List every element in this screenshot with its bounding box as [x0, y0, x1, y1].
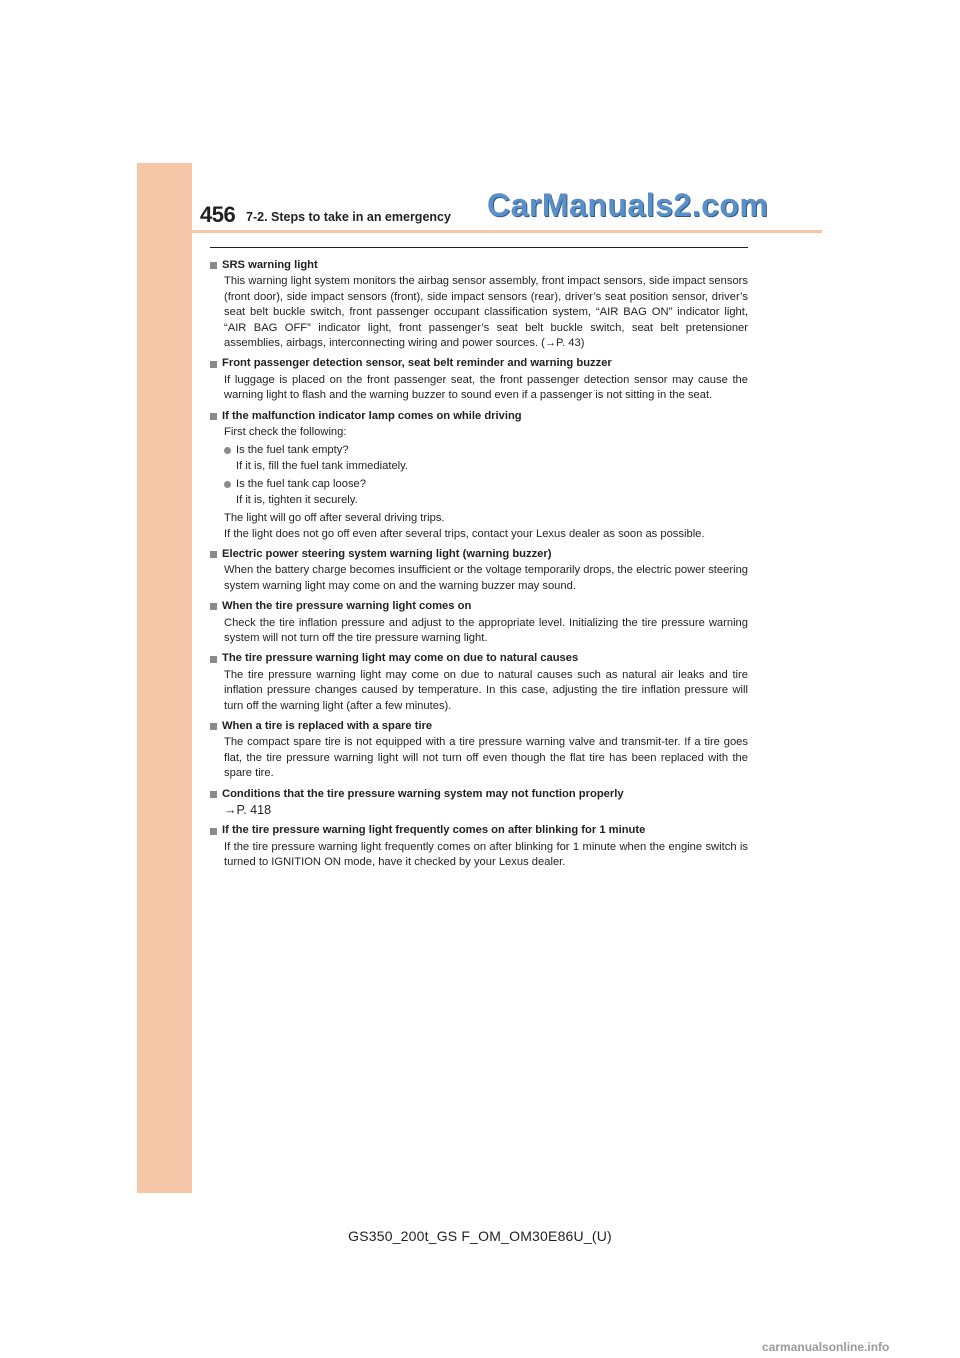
- entry-heading: SRS warning light: [222, 259, 318, 271]
- list-item: [210, 477, 748, 508]
- entry-paragraph: Check the tire inflation pressure and adjust to the appropriate level. Initializing the tire pressure warning system will not turn off the tire pressure warning light.: [224, 616, 748, 644]
- bullet-line: If it is, tighten it securely.: [236, 493, 358, 506]
- round-bullet-icon: [224, 447, 231, 454]
- watermark-top[interactable]: CarManuals2.com: [487, 187, 769, 223]
- side-tab-band: [137, 163, 192, 1193]
- entry-heading: If the tire pressure warning light frequently comes on after blinking for 1 minute: [222, 824, 646, 837]
- entry-paragraph: If the tire pressure warning light frequently comes on after blinking for 1 minute when the engine switch is turned to IGNITION ON mode, have it checked by your Lexus dealer.: [224, 840, 748, 869]
- entry-heading: When the tire pressure warning light comes on: [222, 600, 472, 613]
- entry-tire-pressure-blinking: [210, 823, 748, 870]
- footer-document-code: GS350_200t_GS F_OM_OM30E86U_(U): [348, 1228, 612, 1244]
- entry-heading: If the malfunction indicator lamp comes on while driving: [222, 409, 522, 422]
- list-item: [210, 443, 748, 474]
- round-bullet-icon: [224, 481, 231, 488]
- entry-tire-pressure-comes-on: [210, 599, 748, 646]
- page-reference-link[interactable]: →P. 418: [224, 803, 272, 817]
- square-bullet-icon: [210, 603, 217, 610]
- entry-heading: Front passenger detection sensor, seat belt reminder and warning buzzer: [222, 357, 612, 370]
- entry-paragraph: This warning light system monitors the airbag sensor assembly, front impact sensors, side impact sensors (front door), side impact sensors (front), side impact sensors (rear), driver’s seat position sensor, driver’s seat belt buckle switch, front passenger occupant classification system, “AIR BAG ON” indicator light, “AIR BAG OFF” indicator light, front passenger’s seat belt buckle switch, seat belt pretensioner assemblies, airbags, interconnecting wiring and power sources. (→P. 43): [224, 275, 748, 350]
- entry-paragraph: If luggage is placed on the front passenger seat, the front passenger detection sensor may cause the warning light to flash and the warning buzzer to sound even if a passenger is not sitting in the seat.: [224, 373, 748, 402]
- entry-tpws-conditions: [210, 787, 748, 819]
- watermark-bottom[interactable]: carmanualsonline.info: [762, 1340, 890, 1354]
- entry-spare-tire: [210, 719, 748, 782]
- square-bullet-icon: [210, 656, 217, 663]
- square-bullet-icon: [210, 791, 217, 798]
- entry-tire-pressure-natural-causes: [210, 651, 748, 714]
- entry-heading: The tire pressure warning light may come on due to natural causes: [222, 652, 579, 665]
- bullet-line: If it is, fill the fuel tank immediately.: [236, 459, 409, 472]
- page-content: [210, 258, 748, 876]
- square-bullet-icon: [210, 361, 217, 368]
- entry-power-steering: [210, 547, 748, 594]
- entry-malfunction-indicator: [210, 409, 748, 542]
- section-title: 7-2. Steps to take in an emergency: [246, 210, 451, 224]
- square-bullet-icon: [210, 828, 217, 835]
- bullet-line: Is the fuel tank empty?: [236, 444, 349, 457]
- entry-paragraph: When the battery charge becomes insufficient or the voltage temporarily drops, the electric power steering system warning light may come on and the warning buzzer may sound.: [224, 564, 749, 592]
- page-number: 456: [200, 202, 236, 227]
- square-bullet-icon: [210, 413, 217, 420]
- entry-srs-warning-light: [210, 258, 748, 351]
- entry-passenger-detection: [210, 356, 748, 403]
- square-bullet-icon: [210, 723, 217, 730]
- entry-paragraph: The compact spare tire is not equipped with a tire pressure warning valve and transmit-ter. If a tire goes flat, the tire pressure warning light will not turn off even though the flat tire has been replaced with the spare tire.: [224, 736, 748, 780]
- entry-heading: Electric power steering system warning light (warning buzzer): [222, 547, 552, 560]
- entry-paragraph: The tire pressure warning light may come on due to natural causes such as natural air leaks and tire inflation pressure changes caused by temperature. In this case, adjusting the tire inflation pressure will turn off the warning light (after a few minutes).: [224, 668, 748, 712]
- header-rule: [210, 247, 748, 248]
- bullet-line: Is the fuel tank cap loose?: [236, 478, 366, 491]
- entry-heading: Conditions that the tire pressure warning system may not function properly: [222, 787, 624, 800]
- entry-outro: The light will go off after several driving trips.: [224, 512, 445, 525]
- entry-outro: If the light does not go off even after several trips, contact your Lexus dealer as soon as possible.: [224, 527, 705, 540]
- square-bullet-icon: [210, 262, 217, 269]
- square-bullet-icon: [210, 551, 217, 558]
- entry-heading: When a tire is replaced with a spare tire: [222, 719, 433, 732]
- entry-intro: First check the following:: [224, 426, 347, 439]
